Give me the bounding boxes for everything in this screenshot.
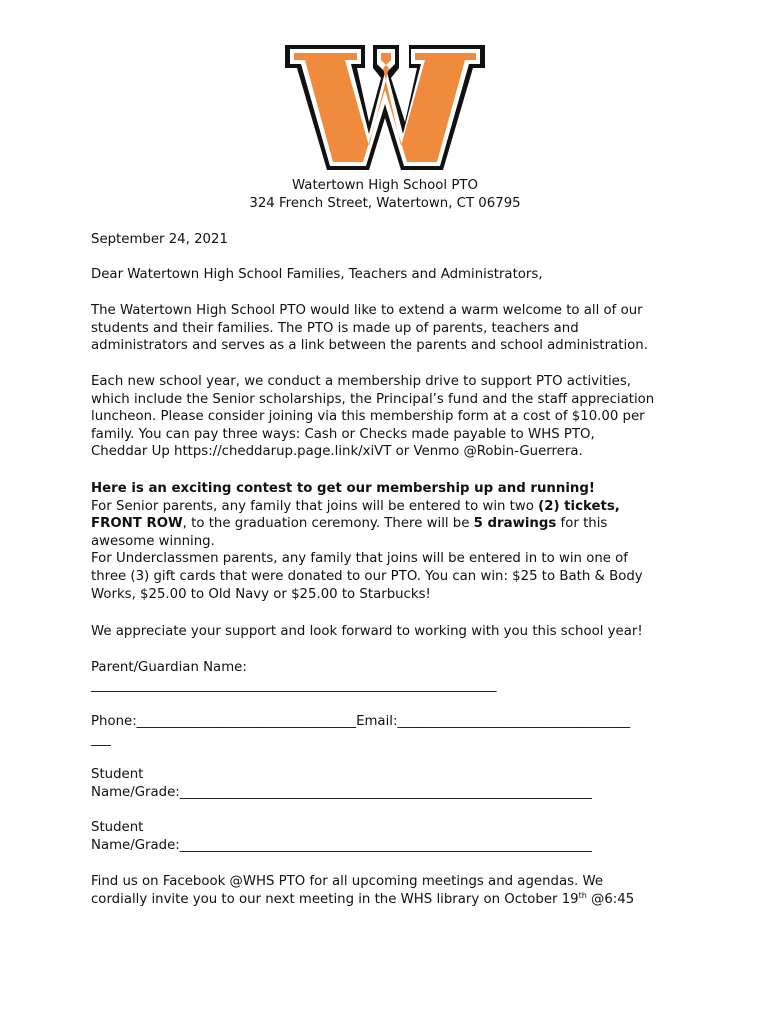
student-name-grade-line: [91, 784, 681, 802]
email-blank-wrap[interactable]: ___: [91, 731, 111, 747]
contest-heading: Here is an exciting contest to get our membership up and running!: [91, 481, 595, 496]
student-name-grade-line: [91, 837, 681, 855]
intro-line: students and their families. The PTO is made up of parents, teachers and: [91, 320, 579, 336]
parent-name-blank[interactable]: _____________________________________________________________: [91, 677, 497, 693]
footer-paragraph: [91, 873, 681, 908]
letter-date: September 24, 2021: [91, 232, 228, 247]
org-address: 324 French Street, Watertown, CT 06795: [249, 196, 521, 211]
senior-line: [91, 498, 681, 516]
senior-bold-tickets: (2) tickets,: [538, 498, 620, 514]
footer-line: [91, 891, 681, 909]
footer-line: Find us on Facebook @WHS PTO for all upcoming meetings and agendas. We: [91, 874, 604, 889]
underclassmen-line: three (3) gift cards that were donated to our PTO. You can win: $25 to Bath & Body: [91, 568, 643, 584]
phone-email-line: [91, 713, 681, 731]
membership-line: Cheddar Up https://cheddarup.page.link/xiVT or Venmo @Robin-Guerrera.: [91, 444, 583, 460]
email-label: Email:: [356, 714, 398, 729]
org-name: Watertown High School PTO: [292, 178, 478, 193]
senior-bold-front-row: FRONT ROW: [91, 516, 183, 532]
membership-line: family. You can pay three ways: Cash or Checks made payable to WHS PTO,: [91, 426, 595, 442]
name-grade-label: Name/Grade:: [91, 837, 180, 853]
intro-line: The Watertown High School PTO would like to extend a warm welcome to all of our: [91, 303, 643, 318]
membership-line: luncheon. Please consider joining via this membership form at a cost of $10.00 per: [91, 409, 645, 425]
senior-line: [91, 515, 681, 533]
appreciation-line: We appreciate your support and look forward to working with you this school year!: [91, 624, 643, 639]
footer-text: cordially invite you to our next meeting in the WHS library on October 19: [91, 891, 579, 907]
senior-bold-drawings: 5 drawings: [473, 516, 557, 532]
parent-name-field[interactable]: [91, 659, 681, 694]
intro-paragraph: [91, 302, 681, 355]
student-label: Student: [91, 767, 144, 782]
student-1-field[interactable]: [91, 766, 681, 801]
student-1-blank[interactable]: ______________________________________________________________: [179, 784, 592, 800]
membership-line: which include the Senior scholarships, the Principal’s fund and the staff appreciation: [91, 391, 655, 407]
email-blank[interactable]: ___________________________________: [397, 714, 631, 729]
contest-paragraph: [91, 480, 681, 603]
senior-line: awesome winning.: [91, 533, 215, 549]
intro-line: administrators and serves as a link between the parents and school administration.: [91, 338, 648, 354]
phone-email-field[interactable]: [91, 713, 681, 748]
ordinal-suffix: th: [578, 890, 587, 900]
student-label: Student: [91, 820, 144, 835]
senior-text: for this: [556, 516, 608, 532]
footer-text: @6:45: [586, 891, 635, 907]
name-grade-label: Name/Grade:: [91, 784, 180, 800]
phone-blank[interactable]: _________________________________: [136, 714, 357, 729]
senior-text: For Senior parents, any family that joins will be entered to win two: [91, 498, 539, 514]
watertown-w-logo: [283, 42, 487, 172]
underclassmen-line: Works, $25.00 to Old Navy or $25.00 to Starbucks!: [91, 586, 431, 602]
student-2-field[interactable]: [91, 819, 681, 854]
salutation: Dear Watertown High School Families, Teachers and Administrators,: [91, 267, 543, 282]
senior-text: , to the graduation ceremony. There will be: [182, 516, 474, 532]
underclassmen-line: For Underclassmen parents, any family that joins will be entered in to win one of: [91, 551, 628, 567]
phone-label: Phone:: [91, 714, 137, 729]
membership-paragraph: [91, 373, 681, 461]
student-2-blank[interactable]: ______________________________________________________________: [179, 837, 592, 853]
membership-line: Each new school year, we conduct a membership drive to support PTO activities,: [91, 374, 631, 389]
parent-name-label: Parent/Guardian Name:: [91, 660, 247, 675]
